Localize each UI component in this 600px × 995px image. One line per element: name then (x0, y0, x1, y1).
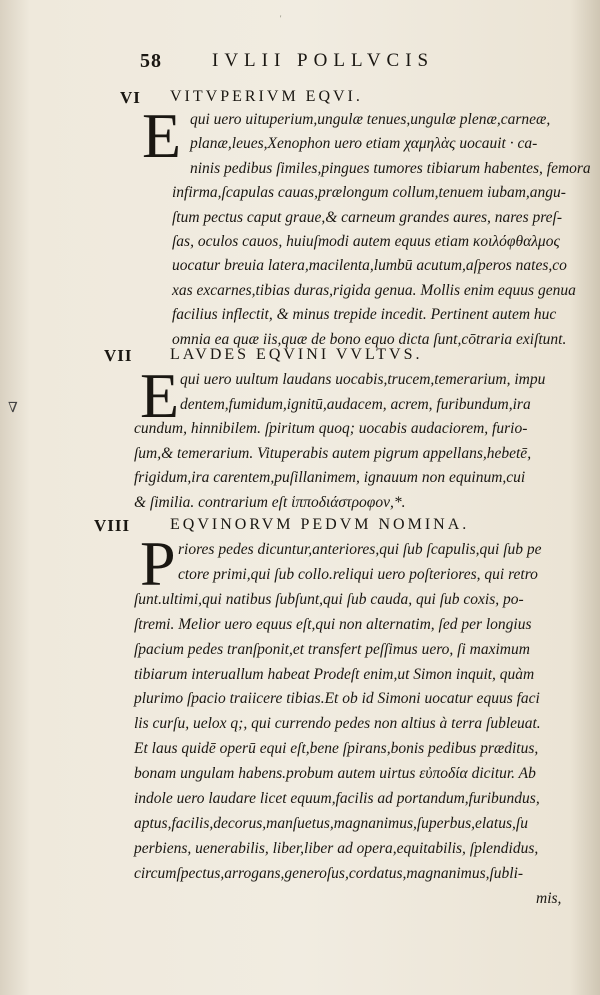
section-number: VII (104, 346, 133, 365)
section-title: EQVINORVM PEDVM NOMINA. (170, 516, 470, 533)
text-line: lis curſu, uelox q;, qui currendo pedes non altius à terra ſubleuat. (134, 715, 541, 733)
text-line: planæ,leues,Xenophon uero etiam χαμηλὰς uocauit · ca- (190, 135, 538, 153)
section-number: VIII (94, 516, 131, 535)
text-line: facilius inflectit, & minus trepide incedit. Pertinent autem huc (172, 306, 557, 324)
section-number: VI (120, 88, 141, 107)
section-title: LAVDES EQVINI VVLTVS. (170, 346, 423, 363)
text-line: qui uero uultum laudans uocabis,trucem,temerarium, impu (180, 371, 546, 388)
text-line: ſunt.ultimi,qui natibus ſubſunt,qui ſub cauda, qui ſub coxis, po- (134, 590, 524, 608)
text-line: perbiens, uenerabilis, liber,liber ad opera,equitabilis, ſplendidus, (134, 839, 539, 857)
drop-cap: E (140, 360, 180, 431)
text-line: mis, (536, 889, 562, 907)
text-line: Et laus quidē operū equi eſt,bene ſpirans,bonis pedibus præditus, (134, 740, 539, 758)
text-line: ſpacium pedes tranſponit,et transfert peſſimus uero, ſi maximum (134, 640, 530, 658)
top-mark: ' (280, 14, 282, 23)
page-number: 58 (140, 50, 162, 72)
text-line: ninis pedibus ſimiles,pingues tumores tibiarum habentes, femora (190, 159, 591, 177)
drop-cap: P (140, 528, 176, 599)
text-line: infirma,ſcapulas cauas,prælongum collum,tenuem iubam,angu- (172, 184, 566, 202)
text-line: qui uero uituperium,ungulæ tenues,ungulæ plenæ,carneæ, (190, 111, 551, 128)
text-line: plurimo ſpacio traiicere tibias.Et ob id Simoni uocatur equus faci (134, 690, 540, 708)
text-line: ctore primi,qui ſub collo.reliqui uero poſteriores, qui retro (178, 565, 538, 583)
text-line: ſtum pectus caput graue,& carneum grandes aures, nares preſ- (172, 208, 563, 226)
running-head: IVLII POLLVCIS (212, 50, 435, 71)
text-line: indole uero laudare licet equum,facilis ad portandum,furibundus, (134, 790, 540, 807)
text-line: xas excarnes,tibias duras,rigida genua. Mollis enim equus genua (172, 281, 576, 299)
text-line: bonam ungulam habens.probum autem uirtus εὐποδία dicitur. Ab (134, 765, 536, 783)
page-header (140, 50, 540, 80)
text-line: ſum,& temerarium. Vituperabis autem pigrum appellans,hebetē, (134, 444, 532, 462)
text-line: frigidum,ira carentem,puſillanimem, ignauum non equinum,cui (134, 469, 526, 486)
text-line: tibiarum interuallum habeat Prodeſt enim,ut Simon inquit, quàm (134, 665, 535, 683)
margin-mark: ∇ (8, 401, 18, 416)
section-title: VITVPERIVM EQVI. (170, 88, 363, 105)
text-line: uocatur breuia latera,macilenta,lumbū acutum,aſperos nates,co (172, 257, 567, 275)
text-line: aptus,facilis,decorus,manſuetus,magnanimus,ſuperbus,elatus,ſu (134, 814, 528, 832)
text-line: omnia ea quæ iis,quæ de bono equo dicta ſunt,cōtraria exiſtunt. (172, 330, 567, 348)
drop-cap: E (142, 100, 182, 171)
text-line: riores pedes dicuntur,anteriores,qui ſub ſcapulis,qui ſub pe (178, 541, 542, 558)
text-line: ſtremi. Melior uero equus eſt,qui non alternatim, ſed per longius (134, 615, 532, 633)
text-line: cundum, hinnibilem. ſpiritum quoq; uocabis audaciorem, furio- (134, 420, 528, 437)
text-line: & ſimilia. contrarium eſt ἱπποδιάστροφον,*. (134, 493, 406, 511)
text-line: ſas, oculos cauos, huiuſmodi autem equus etiam κοιλόφθαλμος (172, 233, 560, 250)
text-line: dentem,fumidum,ignitū,audacem, acrem, furibundum,ira (180, 395, 531, 413)
text-line: circumſpectus,arrogans,generoſus,cordatus,magnanimus,ſubli- (134, 864, 524, 882)
